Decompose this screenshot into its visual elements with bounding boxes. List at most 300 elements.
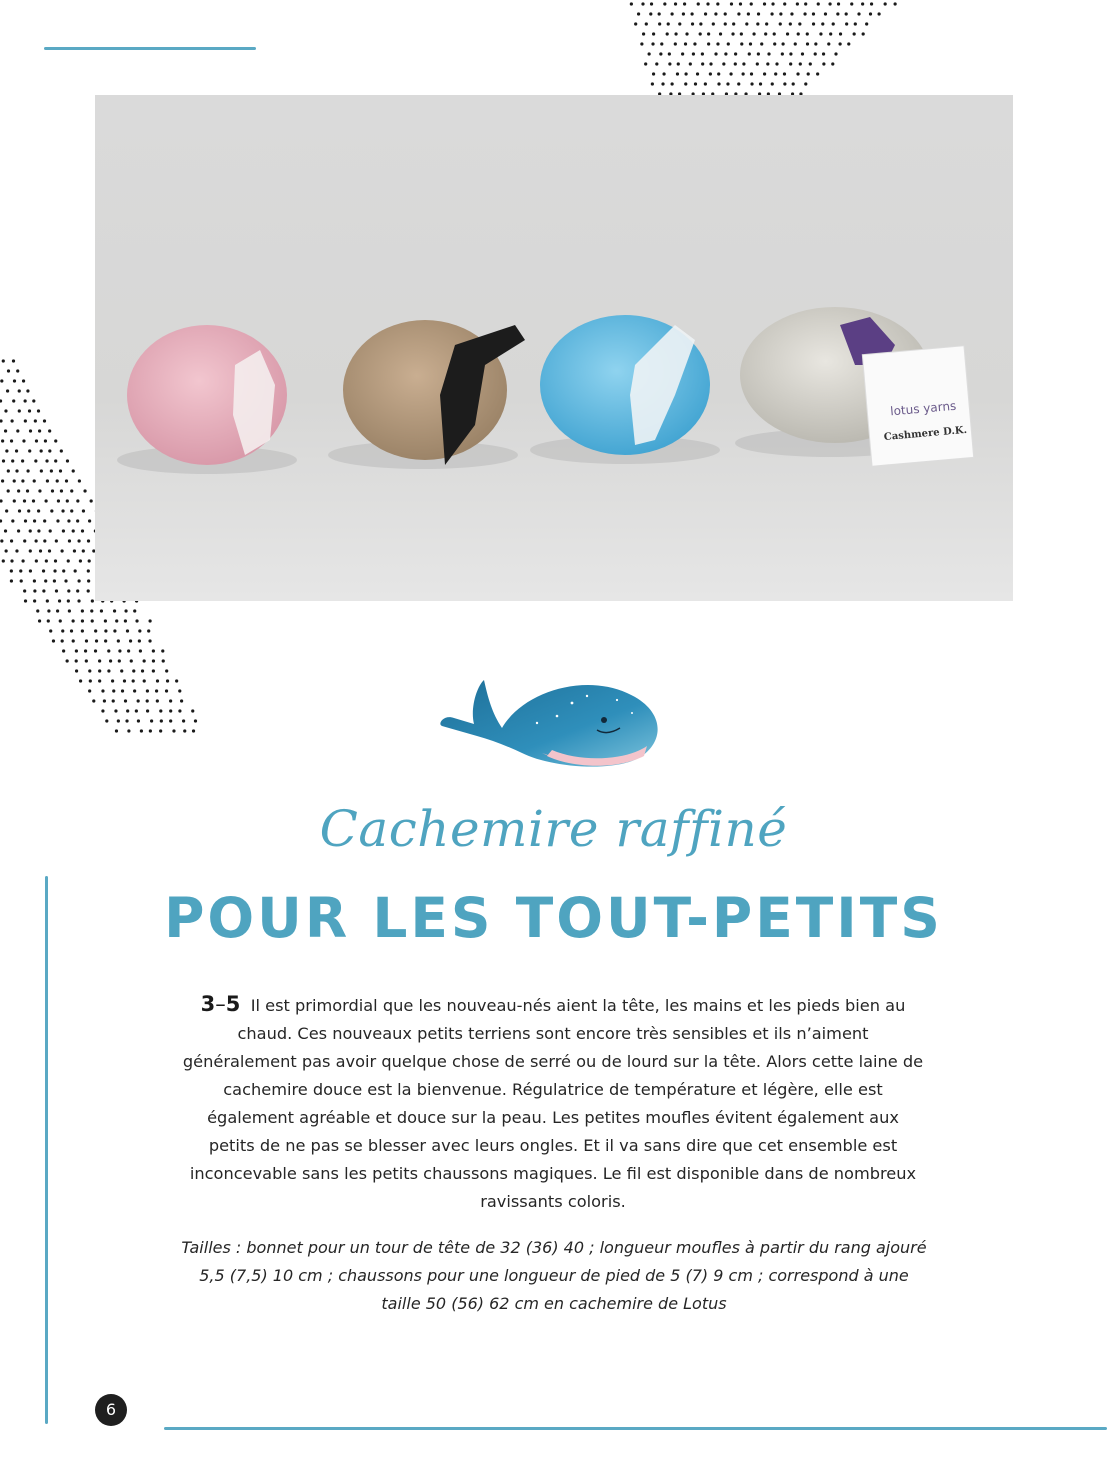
pattern-dot xyxy=(658,22,661,25)
pattern-dot xyxy=(91,619,94,622)
pattern-dot xyxy=(0,399,2,402)
pattern-dot xyxy=(799,62,802,65)
pattern-dot xyxy=(89,679,92,682)
pattern-dot xyxy=(113,629,116,632)
pattern-dot xyxy=(76,519,79,522)
pattern-dot xyxy=(779,22,782,25)
pattern-dot xyxy=(662,72,665,75)
pattern-dot xyxy=(714,52,717,55)
pattern-dot xyxy=(666,32,669,35)
pattern-dot xyxy=(660,42,663,45)
pattern-dot xyxy=(28,409,31,412)
pattern-dot xyxy=(836,12,839,15)
pattern-dot xyxy=(135,619,138,622)
pattern-dot xyxy=(630,2,633,5)
pattern-dot xyxy=(81,619,84,622)
pattern-dot xyxy=(141,669,144,672)
pattern-dot xyxy=(0,379,3,382)
pattern-dot xyxy=(39,549,42,552)
pattern-dot xyxy=(64,579,67,582)
pattern-dot xyxy=(697,2,700,5)
pattern-dot xyxy=(152,649,155,652)
pattern-dot xyxy=(180,699,183,702)
pattern-dot xyxy=(24,399,27,402)
pattern-dot xyxy=(6,389,9,392)
pattern-dot xyxy=(162,659,165,662)
pattern-dot xyxy=(783,82,786,85)
pattern-dot xyxy=(133,689,136,692)
pattern-dot xyxy=(637,12,640,15)
pattern-dot xyxy=(48,449,51,452)
pattern-dot xyxy=(165,689,168,692)
pattern-dot xyxy=(774,72,777,75)
pattern-dot xyxy=(90,499,93,502)
pattern-dot xyxy=(42,569,45,572)
pattern-dot xyxy=(138,639,141,642)
pattern-dot xyxy=(2,359,5,362)
pattern-dot xyxy=(724,52,727,55)
pattern-dot xyxy=(786,32,789,35)
pattern-dot xyxy=(2,559,5,562)
pattern-dot xyxy=(62,529,65,532)
pattern-dot xyxy=(750,82,753,85)
pattern-dot xyxy=(22,379,25,382)
pattern-dot xyxy=(652,32,655,35)
pattern-dot xyxy=(699,32,702,35)
pattern-dot xyxy=(18,509,21,512)
pattern-dot xyxy=(845,12,848,15)
pattern-dot xyxy=(87,569,90,572)
pattern-dot xyxy=(763,72,766,75)
pattern-dot xyxy=(104,619,107,622)
pattern-dot xyxy=(104,639,107,642)
pattern-dot xyxy=(12,399,15,402)
pattern-dot xyxy=(105,719,108,722)
pattern-dot xyxy=(759,82,762,85)
pattern-dot xyxy=(33,519,36,522)
pattern-dot xyxy=(829,32,832,35)
pattern-dot xyxy=(752,32,755,35)
pattern-dot xyxy=(652,72,655,75)
pattern-dot xyxy=(172,729,175,732)
pattern-dot xyxy=(60,549,63,552)
pattern-dot xyxy=(854,22,857,25)
pattern-dot xyxy=(745,22,748,25)
pattern-dot xyxy=(53,569,56,572)
pattern-dot xyxy=(33,579,36,582)
pattern-dot xyxy=(95,639,98,642)
pattern-dot xyxy=(771,82,774,85)
pattern-dot xyxy=(865,22,868,25)
pattern-dot xyxy=(156,679,159,682)
pattern-dot xyxy=(1,479,4,482)
pattern-dot xyxy=(19,569,22,572)
pattern-dot xyxy=(129,639,132,642)
pattern-dot xyxy=(824,12,827,15)
pattern-dot xyxy=(0,419,3,422)
pattern-dot xyxy=(132,679,135,682)
pattern-dot xyxy=(75,669,78,672)
pattern-dot xyxy=(756,62,759,65)
pattern-dot xyxy=(16,369,19,372)
pattern-dot xyxy=(76,589,79,592)
pattern-dot xyxy=(730,2,733,5)
pattern-dot xyxy=(707,42,710,45)
pattern-dot xyxy=(763,2,766,5)
pattern-dot xyxy=(47,609,50,612)
pattern-dot xyxy=(827,42,830,45)
pattern-dot xyxy=(155,689,158,692)
pattern-dot xyxy=(49,629,52,632)
pattern-dot xyxy=(161,649,164,652)
pattern-dot xyxy=(641,2,644,5)
pattern-dot xyxy=(837,2,840,5)
pattern-dot xyxy=(42,589,45,592)
pattern-dot xyxy=(68,609,71,612)
pattern-dot xyxy=(94,649,97,652)
pattern-dot xyxy=(719,32,722,35)
pattern-dot xyxy=(845,22,848,25)
pattern-dot xyxy=(66,499,69,502)
pattern-dot xyxy=(822,62,825,65)
pattern-dot xyxy=(853,32,856,35)
pattern-dot xyxy=(10,539,13,542)
pattern-dot xyxy=(23,589,26,592)
pattern-dot xyxy=(51,489,54,492)
pattern-dot xyxy=(676,72,679,75)
pattern-dot xyxy=(35,559,38,562)
pattern-dot xyxy=(88,669,91,672)
pattern-dot xyxy=(29,429,32,432)
pattern-dot xyxy=(33,589,36,592)
pattern-dot xyxy=(38,489,41,492)
pattern-dot xyxy=(704,12,707,15)
pattern-dot xyxy=(685,32,688,35)
pattern-dot xyxy=(43,419,46,422)
pattern-dot xyxy=(24,419,27,422)
pattern-dot xyxy=(107,649,110,652)
pattern-dot xyxy=(62,569,65,572)
pattern-dot xyxy=(72,469,75,472)
pattern-dot xyxy=(684,42,687,45)
pattern-dot xyxy=(684,82,687,85)
pattern-dot xyxy=(62,649,65,652)
pattern-dot xyxy=(724,12,727,15)
pattern-dot xyxy=(804,2,807,5)
pattern-dot xyxy=(651,42,654,45)
pattern-dot xyxy=(54,459,57,462)
pattern-dot xyxy=(79,679,82,682)
pattern-dot xyxy=(87,589,90,592)
pattern-dot xyxy=(68,539,71,542)
pattern-dot xyxy=(49,529,52,532)
pattern-dot xyxy=(862,32,865,35)
pattern-dot xyxy=(770,12,773,15)
pattern-dot xyxy=(81,609,84,612)
pattern-dot xyxy=(75,659,78,662)
pattern-dot xyxy=(50,469,53,472)
pattern-dot xyxy=(765,22,768,25)
pattern-dot xyxy=(82,549,85,552)
pattern-dot xyxy=(87,579,90,582)
pattern-dot xyxy=(124,609,127,612)
pattern-dot xyxy=(796,72,799,75)
pattern-dot xyxy=(689,62,692,65)
pattern-dot xyxy=(35,539,38,542)
pattern-dot xyxy=(160,719,163,722)
pattern-dot xyxy=(29,529,32,532)
pattern-dot xyxy=(701,62,704,65)
pattern-dot xyxy=(140,729,143,732)
pattern-dot xyxy=(22,559,25,562)
sizes-paragraph: Tailles : bonnet pour un tour de tête de 32 (36) 40 ; longueur moufles à partir du rang ajouré 5,5 (7,5) 10 cm ; chaussons pour une longueur de pied de 5 (7) 9 cm ; correspond à une taille 50 (56) 62 cm en cachemire de Lotus xyxy=(181,1238,927,1313)
pattern-dot xyxy=(70,489,73,492)
pattern-dot xyxy=(183,729,186,732)
pattern-dot xyxy=(756,22,759,25)
pattern-dot xyxy=(861,2,864,5)
pattern-dot xyxy=(659,52,662,55)
pattern-dot xyxy=(65,479,68,482)
pattern-dot xyxy=(12,359,15,362)
pattern-dot xyxy=(66,659,69,662)
pattern-dot xyxy=(10,569,13,572)
page-number-badge: 6 xyxy=(95,1394,127,1426)
pattern-dot xyxy=(816,72,819,75)
pattern-dot xyxy=(10,419,13,422)
pattern-dot xyxy=(783,72,786,75)
pattern-dot xyxy=(0,499,3,502)
pattern-dot xyxy=(81,629,84,632)
pattern-dot xyxy=(127,649,130,652)
pattern-dot xyxy=(7,369,10,372)
pattern-dot xyxy=(100,609,103,612)
pattern-dot xyxy=(884,2,887,5)
pattern-dot xyxy=(178,689,181,692)
pattern-dot xyxy=(737,12,740,15)
body-paragraph xyxy=(182,990,924,1216)
pattern-dot xyxy=(15,449,18,452)
pattern-dot xyxy=(46,479,49,482)
pattern-dot xyxy=(771,2,774,5)
pattern-dot xyxy=(52,639,55,642)
pattern-dot xyxy=(50,509,53,512)
pattern-dot xyxy=(775,62,778,65)
pattern-dot xyxy=(54,439,57,442)
pattern-dot xyxy=(894,2,897,5)
pattern-dot xyxy=(683,2,686,5)
pattern-dot xyxy=(77,599,80,602)
pattern-dot xyxy=(194,719,197,722)
pattern-dot xyxy=(790,12,793,15)
pattern-dot xyxy=(101,689,104,692)
pattern-dot xyxy=(143,679,146,682)
pattern-dot xyxy=(61,629,64,632)
pattern-dot xyxy=(85,659,88,662)
body-paragraph-text: Il est primordial que les nouveau-nés aient la tête, les mains et les pieds bien au chaud. Ces nouveaux petits terriens sont encore très sensibles et ils n’aiment généralement pas avoir quelque chose de serré ou de lourd sur la tête. Alors cette laine de cachemire douce est la bienvenue. Régulatrice de température et légère, elle est également agréable et douce sur la peau. Les petites moufles évitent également aux petits de ne pas se blesser avec leurs ongles. Et il va sans dire que cet ensemble est inconcevable sans les petits chaussons magiques. Le fil est disponible dans de nombreux ravissants coloris. xyxy=(182,996,924,1211)
pattern-dot xyxy=(112,699,115,702)
pattern-dot xyxy=(26,469,29,472)
pattern-dot xyxy=(115,729,118,732)
pattern-dot xyxy=(663,2,666,5)
pattern-dot xyxy=(650,2,653,5)
pattern-dot xyxy=(40,449,43,452)
pattern-dot xyxy=(21,479,24,482)
pattern-dot xyxy=(11,459,14,462)
pattern-dot xyxy=(724,22,727,25)
pattern-dot xyxy=(17,529,20,532)
pattern-dot xyxy=(47,619,50,622)
pattern-dot xyxy=(764,32,767,35)
pattern-dot xyxy=(651,82,654,85)
pattern-dot xyxy=(38,619,41,622)
pattern-dot xyxy=(817,2,820,5)
tag-brand-text: lotus yarns xyxy=(889,398,957,419)
pattern-dot xyxy=(117,719,120,722)
pattern-dot xyxy=(98,679,101,682)
pattern-dot xyxy=(796,2,799,5)
pattern-dot xyxy=(114,709,117,712)
pattern-dot xyxy=(27,509,30,512)
pattern-dot xyxy=(803,12,806,15)
pattern-dot xyxy=(0,519,2,522)
pattern-dot xyxy=(748,52,751,55)
pattern-dot xyxy=(847,42,850,45)
pattern-dot xyxy=(126,629,129,632)
pattern-dot xyxy=(699,22,702,25)
pattern-dot xyxy=(117,639,120,642)
pattern-dot xyxy=(726,82,729,85)
pattern-dot xyxy=(742,72,745,75)
pattern-dot xyxy=(91,599,94,602)
pattern-dot xyxy=(828,2,831,5)
pattern-dot xyxy=(60,449,63,452)
pattern-dot xyxy=(44,439,47,442)
pattern-dot xyxy=(668,62,671,65)
pattern-dot xyxy=(690,12,693,15)
pattern-dot xyxy=(88,519,91,522)
pattern-dot xyxy=(734,62,737,65)
pattern-dot xyxy=(674,32,677,35)
pattern-dot xyxy=(152,669,155,672)
pattern-dot xyxy=(814,42,817,45)
yarn-photo-illustration xyxy=(95,95,1013,601)
script-title: Cachemire raffiné xyxy=(319,800,788,858)
pattern-dot xyxy=(681,52,684,55)
pattern-dot xyxy=(649,12,652,15)
pattern-dot xyxy=(812,12,815,15)
pattern-dot xyxy=(797,32,800,35)
pattern-dot xyxy=(814,52,817,55)
pattern-dot xyxy=(714,12,717,15)
pattern-dot xyxy=(55,589,58,592)
pattern-dot xyxy=(877,12,880,15)
pattern-dot xyxy=(98,669,101,672)
pattern-dot xyxy=(169,709,172,712)
pattern-dot xyxy=(773,42,776,45)
pattern-dot xyxy=(83,489,86,492)
pattern-dot xyxy=(5,509,8,512)
pattern-dot xyxy=(870,2,873,5)
pattern-dot xyxy=(146,709,149,712)
pattern-dot xyxy=(709,62,712,65)
pattern-dot xyxy=(147,629,150,632)
pattern-dot xyxy=(23,539,26,542)
pattern-dot xyxy=(671,12,674,15)
pattern-dot xyxy=(693,42,696,45)
bottom-decorative-rule xyxy=(164,1427,1107,1430)
pattern-dot xyxy=(7,489,10,492)
pattern-dot xyxy=(789,22,792,25)
pattern-dot xyxy=(16,429,19,432)
pattern-dot xyxy=(740,42,743,45)
pattern-dot xyxy=(70,629,73,632)
pattern-dot xyxy=(169,719,172,722)
pattern-dot xyxy=(642,32,645,35)
pattern-dot xyxy=(716,2,719,5)
pattern-dot xyxy=(77,539,80,542)
pattern-dot xyxy=(46,599,49,602)
pattern-dot xyxy=(120,669,123,672)
pattern-dot xyxy=(677,62,680,65)
pattern-dot xyxy=(79,559,82,562)
pattern-dot xyxy=(709,72,712,75)
pattern-dot xyxy=(192,729,195,732)
pattern-dot xyxy=(655,62,658,65)
pattern-dot xyxy=(72,529,75,532)
pattern-dot xyxy=(70,509,73,512)
pattern-dot xyxy=(857,12,860,15)
pattern-dot xyxy=(18,409,21,412)
pattern-dot xyxy=(111,679,114,682)
pattern-dot xyxy=(36,609,39,612)
pattern-dot xyxy=(17,489,20,492)
pattern-dot xyxy=(737,82,740,85)
pattern-dot xyxy=(0,539,3,542)
pattern-dot xyxy=(146,699,149,702)
pattern-dot xyxy=(132,669,135,672)
pattern-dot xyxy=(24,599,27,602)
pattern-dot xyxy=(175,679,178,682)
pattern-dot xyxy=(118,649,121,652)
pattern-dot xyxy=(113,609,116,612)
pattern-dot xyxy=(706,2,709,5)
pattern-dot xyxy=(801,52,804,55)
pattern-dot xyxy=(707,32,710,35)
pattern-dot xyxy=(29,569,32,572)
pattern-dot xyxy=(34,459,37,462)
pattern-dot xyxy=(694,82,697,85)
pattern-dot xyxy=(757,12,760,15)
pattern-dot xyxy=(1,439,4,442)
pattern-dot xyxy=(77,579,80,582)
pattern-dot xyxy=(152,659,155,662)
pattern-dot xyxy=(734,52,737,55)
pattern-dot xyxy=(143,659,146,662)
left-decorative-rule xyxy=(45,876,48,1424)
pattern-dot xyxy=(634,22,637,25)
pattern-dot xyxy=(839,42,842,45)
pattern-dot xyxy=(10,579,13,582)
pattern-dot xyxy=(712,22,715,25)
pattern-dot xyxy=(112,689,115,692)
pattern-dot xyxy=(2,459,5,462)
pattern-dot xyxy=(45,459,48,462)
top-decorative-rule xyxy=(44,47,256,50)
pattern-dot xyxy=(684,72,687,75)
pattern-dot xyxy=(33,599,36,602)
pattern-dot xyxy=(37,509,40,512)
pattern-dot xyxy=(85,639,88,642)
